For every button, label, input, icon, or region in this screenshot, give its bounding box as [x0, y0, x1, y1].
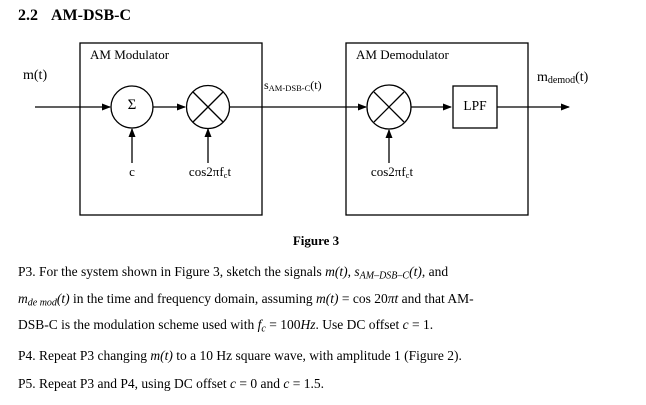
text-segment: c: [283, 376, 290, 391]
text-segment: = cos 20: [338, 291, 388, 306]
signal-label-rest: (t): [310, 78, 322, 92]
p3-line-3: [18, 317, 433, 335]
figure-caption: Figure 3: [292, 233, 340, 248]
text-segment: ,: [347, 264, 355, 279]
modulated-signal-label: [264, 79, 322, 93]
summer-sigma-symbol: Σ: [127, 97, 137, 113]
text-segment: s: [354, 264, 360, 279]
text-segment: . Use DC offset: [315, 317, 403, 332]
text-segment: = 0 and: [236, 376, 284, 391]
text-segment: P5. Repeat P3 and P4, using DC offset: [18, 376, 230, 391]
signal-label-sub: AM-DSB-C: [268, 83, 311, 93]
text-segment: (t): [409, 264, 422, 279]
text-segment: m(t): [325, 264, 348, 279]
output-signal-label: [537, 70, 588, 86]
text-segment: , and: [421, 264, 449, 279]
text-segment: c: [230, 376, 236, 391]
text-segment: = 1.5.: [289, 376, 324, 391]
am-modulator-title: AM Modulator: [90, 47, 170, 62]
p4-text: [18, 348, 462, 364]
dc-offset-label: c: [129, 164, 135, 179]
output-label-rest: (t): [575, 70, 589, 85]
text-segment: c: [261, 323, 266, 335]
text-segment: m: [18, 291, 28, 306]
text-segment: c: [402, 317, 409, 332]
input-signal-label: m(t): [23, 68, 48, 83]
text-segment: πt: [387, 291, 399, 306]
text-segment: Hz: [300, 317, 316, 332]
section-number: 2.2: [18, 7, 38, 24]
text-segment: de mod: [27, 297, 57, 309]
text-segment: (t): [56, 291, 70, 306]
text-segment: in the time and frequency domain, assuming: [69, 291, 316, 306]
text-segment: m(t): [150, 348, 173, 363]
text-segment: P4. Repeat P3 changing: [18, 348, 151, 363]
text-segment: DSB-C is the modulation scheme used with: [18, 317, 258, 332]
p5-text: [18, 376, 324, 392]
text-segment: AM–DSB–C: [359, 270, 410, 282]
section-title: AM-DSB-C: [51, 7, 131, 24]
output-label-sub: demod: [547, 75, 576, 86]
signal-label-base: s: [264, 78, 269, 92]
text-segment: m(t): [316, 291, 339, 306]
am-modulator-box: [80, 43, 262, 215]
output-label-base: m: [537, 70, 548, 85]
text-segment: = 1.: [408, 317, 434, 332]
p3-line-1: [18, 264, 448, 282]
text-segment: P3. For the system shown in Figure 3, sketch the signals: [18, 264, 326, 279]
text-segment: and that AM-: [398, 291, 474, 306]
text-segment: = 100: [265, 317, 301, 332]
am-demodulator-title: AM Demodulator: [356, 47, 449, 62]
demodulator-carrier-label: $\cos 2\pi f_ct$: [370, 164, 414, 180]
lpf-label: LPF: [463, 98, 487, 113]
text-segment: to a 10 Hz square wave, with amplitude 1 (Figure 2).: [172, 348, 462, 363]
p3-line-2: [18, 291, 474, 309]
modulator-carrier-label: $\cos 2\pi f_ct$: [188, 164, 232, 180]
am-demodulator-box: [346, 43, 528, 215]
text-segment: f: [257, 317, 262, 332]
